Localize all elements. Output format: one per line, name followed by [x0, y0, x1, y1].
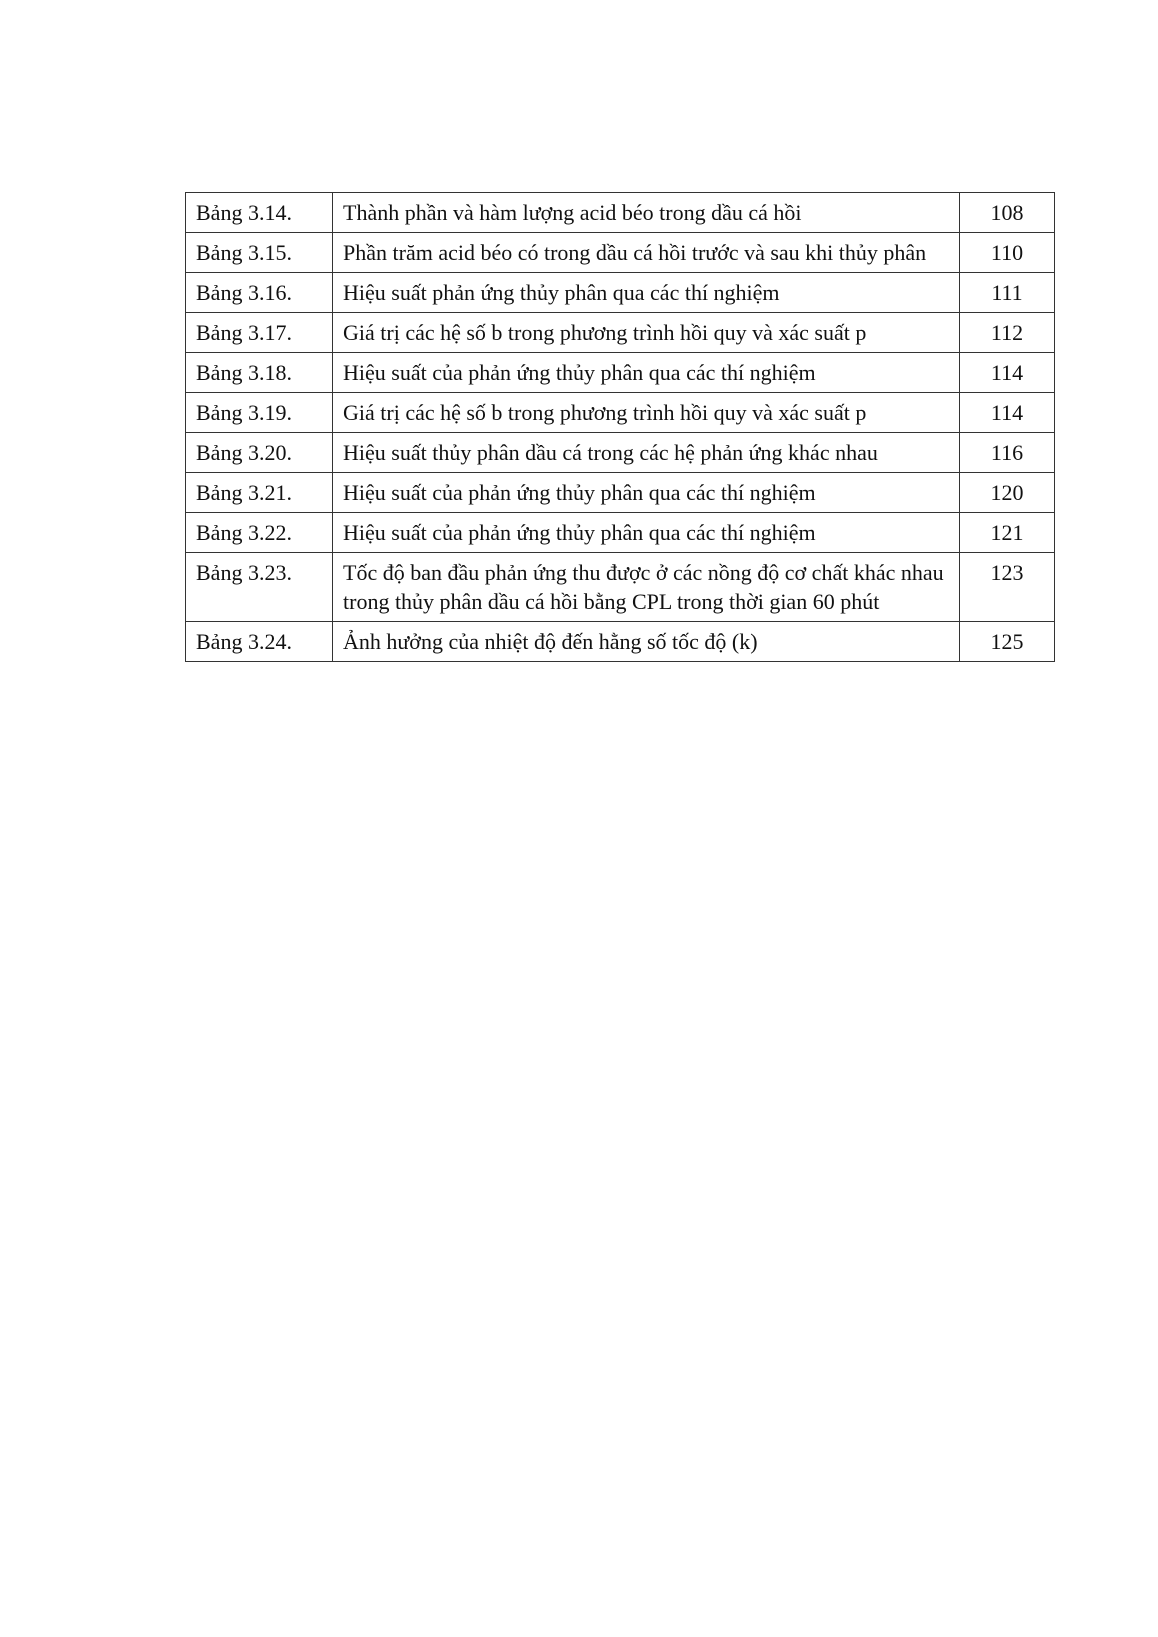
- table-row: [186, 233, 1055, 273]
- table-title: Hiệu suất của phản ứng thủy phân qua các thí nghiệm: [333, 473, 960, 513]
- table-number: Bảng 3.17.: [186, 313, 333, 353]
- table-row: [186, 513, 1055, 553]
- page-number: 120: [960, 473, 1055, 513]
- page-number: 114: [960, 393, 1055, 433]
- page-number: 116: [960, 433, 1055, 473]
- table-row: [186, 313, 1055, 353]
- table-number: Bảng 3.15.: [186, 233, 333, 273]
- table-row: [186, 473, 1055, 513]
- table-number: Bảng 3.20.: [186, 433, 333, 473]
- table-number: Bảng 3.21.: [186, 473, 333, 513]
- table-row: [186, 353, 1055, 393]
- table-title: Ảnh hưởng của nhiệt độ đến hằng số tốc độ (k): [333, 622, 960, 662]
- table-number: Bảng 3.24.: [186, 622, 333, 662]
- table-number: Bảng 3.23.: [186, 553, 333, 622]
- table-row: [186, 433, 1055, 473]
- page-number: 110: [960, 233, 1055, 273]
- table-title: Hiệu suất của phản ứng thủy phân qua các thí nghiệm: [333, 353, 960, 393]
- table-number: Bảng 3.14.: [186, 193, 333, 233]
- table-row: [186, 273, 1055, 313]
- table-row: [186, 553, 1055, 622]
- table-row: [186, 193, 1055, 233]
- table-title: Phần trăm acid béo có trong dầu cá hồi trước và sau khi thủy phân: [333, 233, 960, 273]
- table-title: Hiệu suất thủy phân dầu cá trong các hệ phản ứng khác nhau: [333, 433, 960, 473]
- table-title: Hiệu suất của phản ứng thủy phân qua các thí nghiệm: [333, 513, 960, 553]
- page-number: 111: [960, 273, 1055, 313]
- table-title: Hiệu suất phản ứng thủy phân qua các thí nghiệm: [333, 273, 960, 313]
- page-number: 114: [960, 353, 1055, 393]
- table-title: Thành phần và hàm lượng acid béo trong dầu cá hồi: [333, 193, 960, 233]
- page-number: 121: [960, 513, 1055, 553]
- table-row: [186, 393, 1055, 433]
- page-number: 125: [960, 622, 1055, 662]
- table-number: Bảng 3.19.: [186, 393, 333, 433]
- page-number: 112: [960, 313, 1055, 353]
- list-of-tables: [185, 192, 1055, 662]
- table-title: Giá trị các hệ số b trong phương trình hồi quy và xác suất p: [333, 393, 960, 433]
- page-number: 108: [960, 193, 1055, 233]
- page-number: 123: [960, 553, 1055, 622]
- table-number: Bảng 3.22.: [186, 513, 333, 553]
- table-number: Bảng 3.16.: [186, 273, 333, 313]
- table-row: [186, 622, 1055, 662]
- table-number: Bảng 3.18.: [186, 353, 333, 393]
- table-title: Giá trị các hệ số b trong phương trình hồi quy và xác suất p: [333, 313, 960, 353]
- table-title: Tốc độ ban đầu phản ứng thu được ở các nồng độ cơ chất khác nhau trong thủy phân dầu cá hồi bằng CPL trong thời gian 60 phút: [333, 553, 960, 622]
